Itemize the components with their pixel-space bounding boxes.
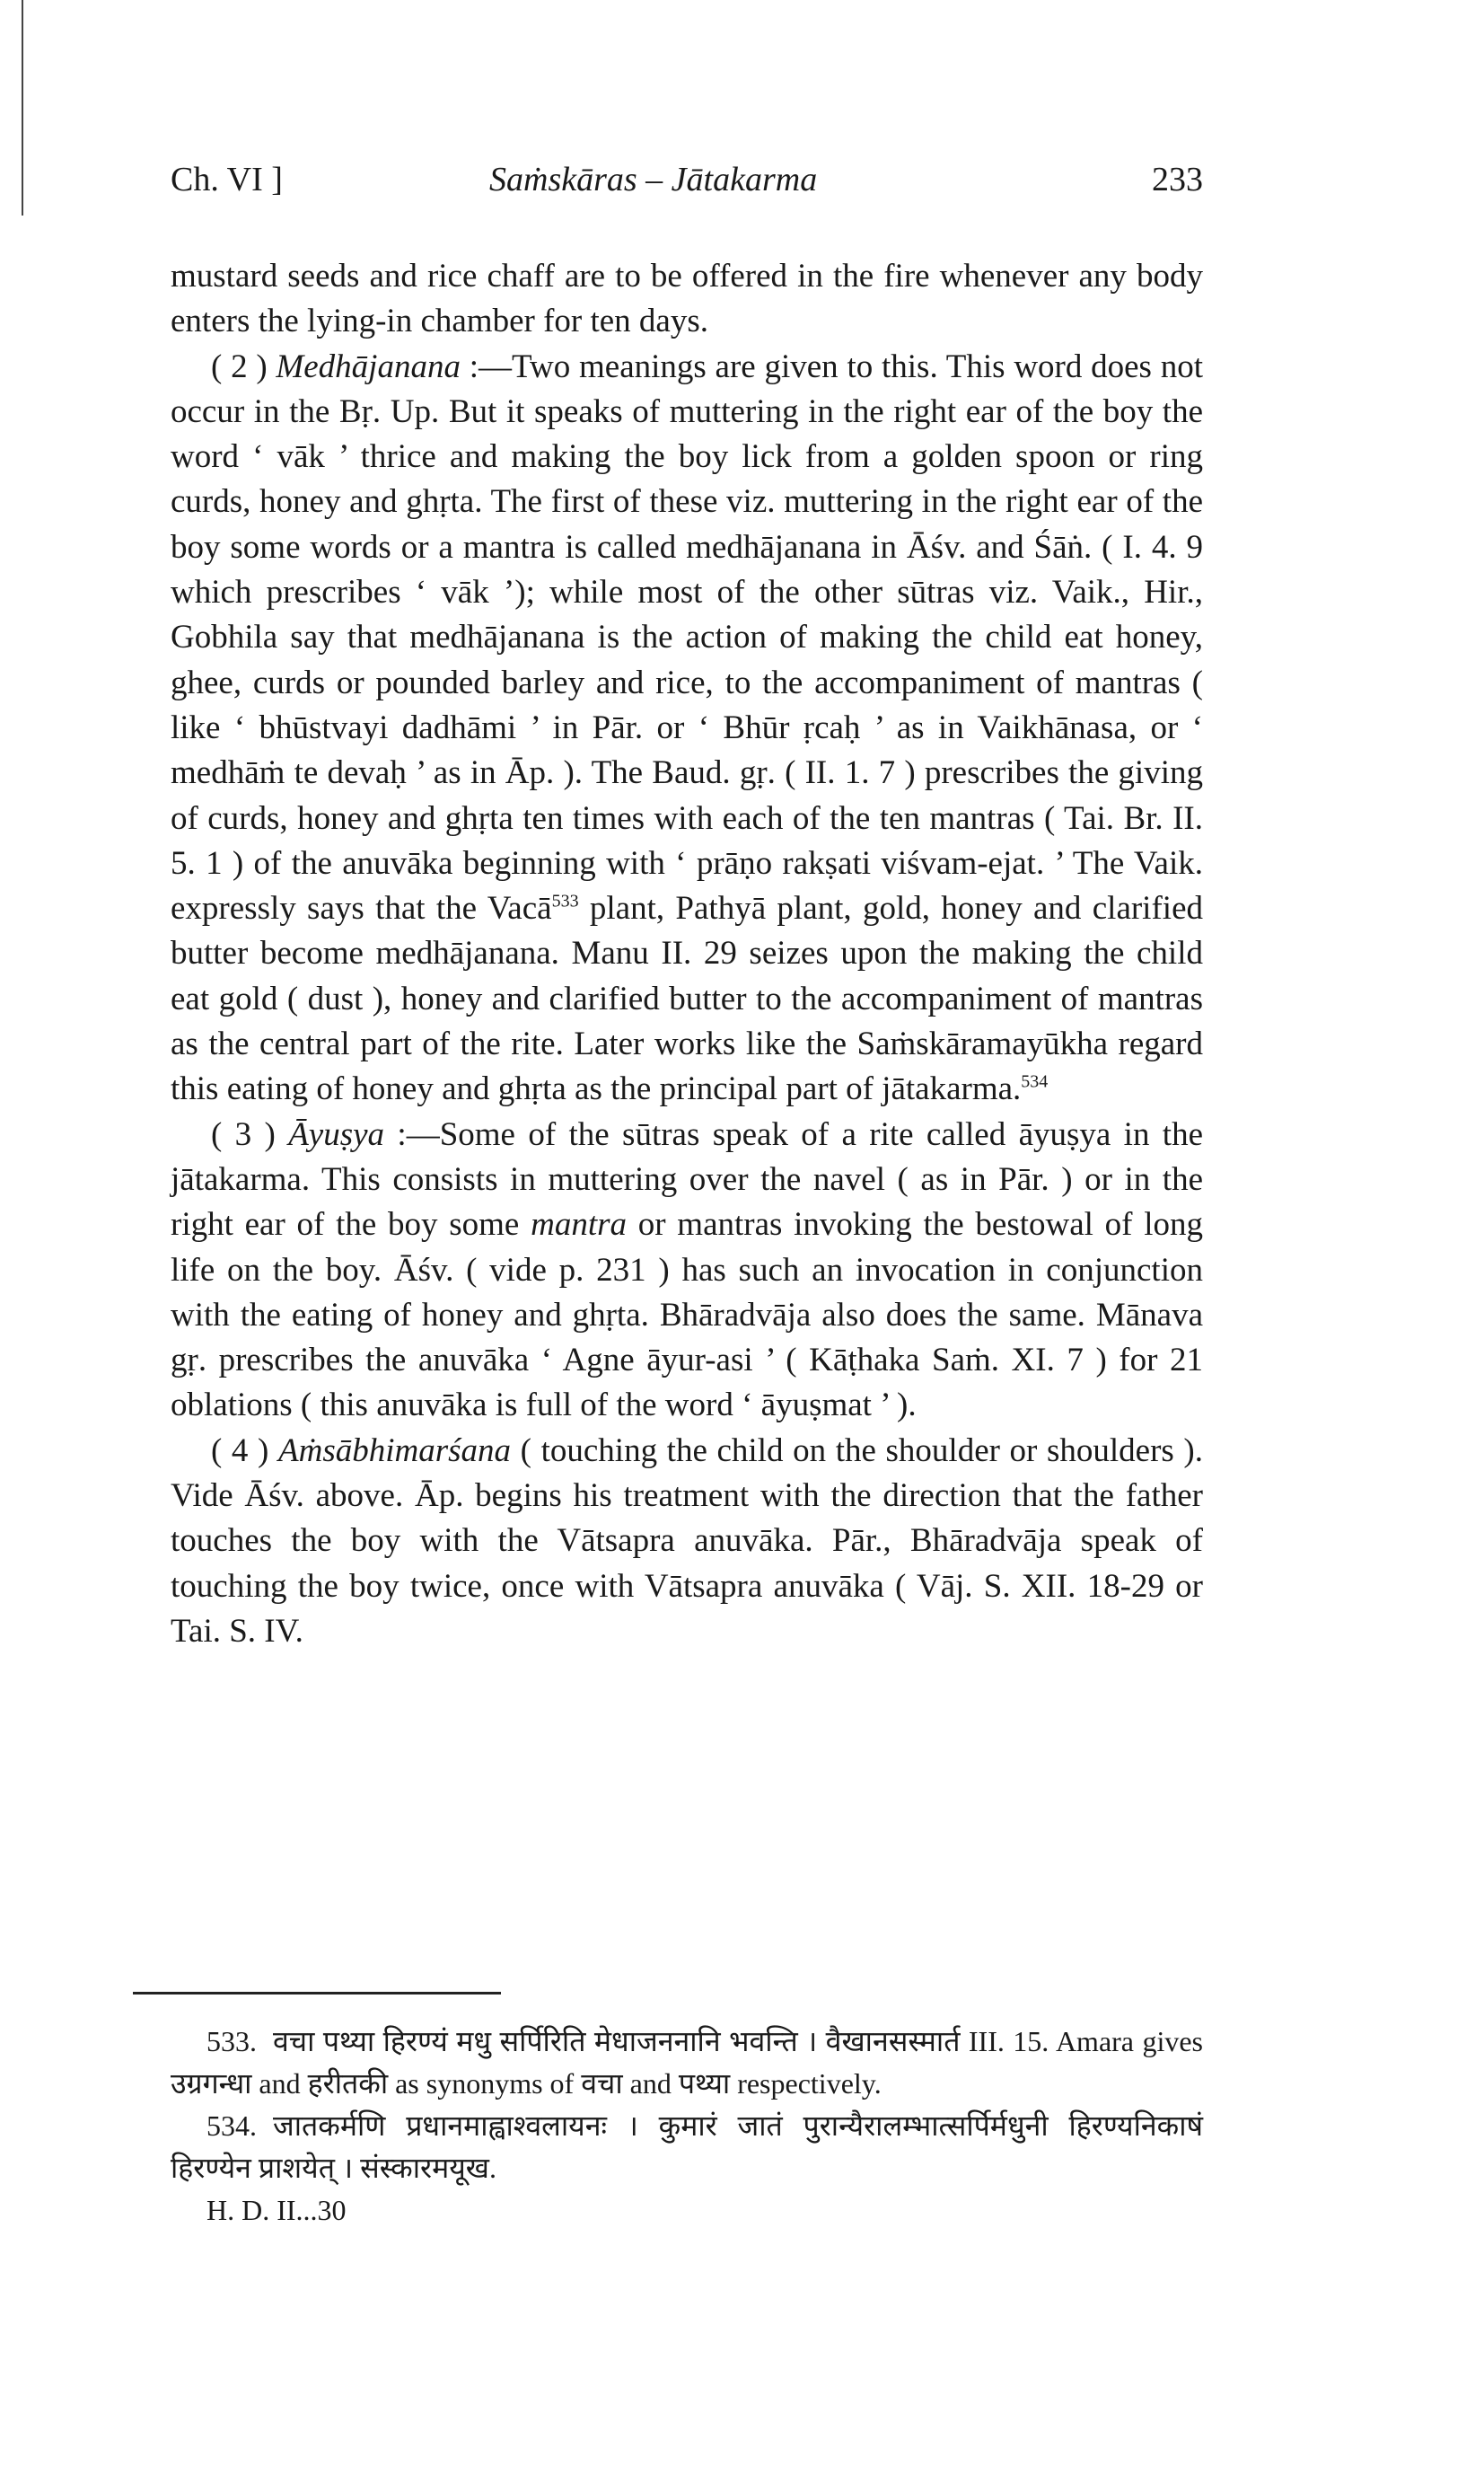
running-title: Saṁskāras – Jātakarma: [489, 161, 818, 198]
signature-mark: H. D. II...30: [206, 2194, 347, 2226]
italic-term: Aṁsābhimarśana: [278, 1431, 512, 1469]
footnote-ref: 533: [551, 891, 579, 911]
footnote-534: [171, 2105, 1203, 2189]
footnotes: [171, 2021, 1203, 2232]
text-run: :—Two meanings are given to this. This word does not occur in the Bṛ. Up. But it speaks of muttering in the right ear of the boy the word ‘ vāk ’ thrice and making the boy lick from a golden spoon or ring curds, honey and ghṛta. The first of these viz. muttering in the right ear of the boy some words or a mantra is called medhājanana in Āśv. and Śāṅ. ( I. 4. 9 which prescribes ‘ vāk ’); while most of the other sūtras viz. Vaik., Hir., Gobhila say that medhājanana is the action of making the child eat honey, ghee, curds or pounded barley and rice, to the accompaniment of mantras ( like ‘ bhūstvayi dadhāmi ’ in Pār. or ‘ Bhūr ṛcaḥ ’ as in Vaikhānasa, or ‘ medhāṁ te devaḥ ’ as in Āp. ). The Baud. gṛ. ( II. 1. 7 ) prescribes the giving of curds, honey and ghṛta ten times with each of the ten mantras ( Tai. Br. II. 5. 1 ) of the anuvāka beginning with ‘ prāṇo rakṣati viśvam-ejat. ’ The Vaik. expressly says that the Vacā: [171, 348, 1203, 928]
footnote-text: वचा पथ्या हिरण्यं मधु सर्पिरिति मेधाजननानि भवन्ति । वैखानसस्मार्त III. 15. Amara gives उग्रगन्धा and हरीतकी as synonyms of वचा and पथ्या respectively.: [171, 2025, 1203, 2100]
paragraph: [171, 254, 1203, 345]
footnote-rule: [133, 1992, 501, 1994]
text-run: ( 2 ): [211, 348, 277, 385]
running-header: [171, 160, 1203, 214]
paragraph: [171, 1113, 1203, 1429]
italic-term: Medhājanana: [276, 348, 461, 385]
footnote-text: जातकर्मणि प्रधानमाह्वाश्वलायनः । कुमारं जातं पुरान्यैरालम्भात्सर्पिर्मधुनी हिरण्यनिकाषं हिरण्येन प्राशयेत् । संस्कारमयूख.: [171, 2109, 1203, 2184]
footnote-number: 533.: [206, 2025, 257, 2057]
italic-term: Āyuṣya: [288, 1115, 385, 1153]
text-run: :—Some of the sūtras speak of a rite called āyuṣya in the jātakarma. This consists in muttering over the navel ( as in Pār. ) or in the right ear of the boy some: [171, 1115, 1203, 1244]
footnote-number: 534.: [206, 2109, 257, 2142]
paragraph: [171, 345, 1203, 1113]
text-run: ( touching the child on the shoulder or shoulders ). Vide Āśv. above. Āp. begins his treatment with the direction that the father touches the boy with the Vātsapra anuvāka. Pār., Bhāradvāja speak of touching the boy twice, once with Vātsapra anuvāka ( Vāj. S. XII. 18-29 or Tai. S. IV.: [171, 1431, 1203, 1650]
footnote-533: [171, 2021, 1203, 2105]
text-run: ( 3 ): [211, 1115, 289, 1153]
text-run: or mantras invoking the bestowal of long life on the boy. Āśv. ( vide p. 231 ) has such an invocation in conjunction with the eating of honey and ghṛta. Bhāradvāja also does the same. Mānava gṛ. prescribes the anuvāka ‘ Agne āyur-asi ’ ( Kāṭhaka Saṁ. XI. 7 ) for 21 oblations ( this anuvāka is full of the word ‘ āyuṣmat ’ ).: [171, 1206, 1203, 1424]
page-number: 233: [1152, 161, 1203, 198]
footnote-ref: 534: [1021, 1072, 1049, 1093]
text-run: mustard seeds and rice chaff are to be offered in the fire whenever any body enters the lying-in chamber for ten days.: [171, 258, 1203, 340]
text-run: plant, Pathyā plant, gold, honey and clarified butter become medhājanana. Manu II. 29 seizes upon the making the child eat gold ( dust ), honey and clarified butter to the accompaniment of mantras as the central part of the rite. Later works like the Saṁskāramayūkha regard this eating of honey and ghṛta as the principal part of jātakarma.: [171, 890, 1203, 1108]
italic-term: mantra: [531, 1206, 627, 1244]
chapter-label: Ch. VI ]: [171, 161, 283, 198]
paragraph: [171, 1429, 1203, 1654]
body-text: [171, 254, 1203, 1654]
text-run: ( 4 ): [211, 1431, 278, 1469]
page-margin-line: [22, 0, 23, 216]
